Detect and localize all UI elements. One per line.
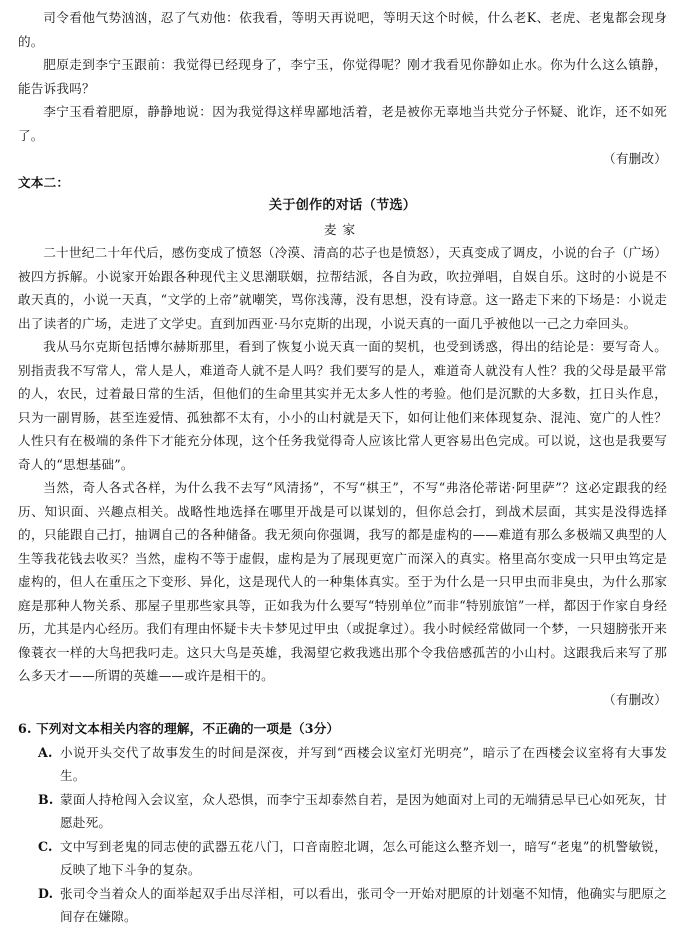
question-stem: 6. 下列对文本相关内容的理解，不正确的一项是（3分） [18,721,340,736]
story-paragraph: 李宁玉看着肥原，静静地说：因为我觉得这样卑鄙地活着，老是被你无辜地当共党分子怀疑、讹诈，还不如死了。 [18,104,667,143]
article-title: 关于创作的对话（节选） [268,198,417,213]
option-key: B. [38,791,54,807]
option-a [18,741,667,788]
option-text: 文中写到老鬼的同志使的武器五花八门，口音南腔北调，怎么可能这么整齐划一，暗写“老鬼”的机警敏锐，反映了地下斗争的复杂。 [60,838,667,877]
option-c [18,835,667,882]
article-paragraph: 二十世纪二十年代后，感伤变成了愤怒（冷漠、清高的芯子也是愤怒），天真变成了调皮，小说的台子（广场）被四方拆解。小说家开始跟各种现代主义思潮联姻，拉帮结派，各自为政，吹拉弹唱，自娱自乐。这时的小说是不敢天真的，小说一天真，“文学的上帝”就嘲笑，骂你浅薄，没有思想，没有诗意。这一路走下来的下场是：小说走出了读者的广场，走进了文学史。直到加西亚·马尔克斯的出现，小说天真的一面几乎被他以一己之力牵回头。 [18,245,667,331]
option-text: 蒙面人持枪闯入会议室，众人恐惧，而李宁玉却泰然自若，是因为她面对上司的无端猜忌早已心如死灰，甘愿赴死。 [60,791,667,830]
article-author: 麦家 [323,221,362,237]
option-key: D. [38,885,54,901]
option-key: A. [38,744,53,760]
article-paragraph: 当然，奇人各式各样，为什么我不去写“风清扬”，不写“棋王”，不写“弗洛伦蒂诺·阿里萨”？这必定跟我的经历、知识面、兴趣点相关。战略性地选择在哪里开战是可以谋划的，但你总会打，到战术层面，其实是没得选择的，只能跟自己打，抽调自己的各种储备。我无须向你强调，我写的都是虚构的——难道有那么多极端又典型的人生等我花钱去收买？当然，虚构不等于虚假，虚构是为了展现更宽广而深入的真实。格里高尔变成一只甲虫笃定是虚构的，但人在重压之下变形、异化，这是现代人的一种集体真实。至于为什么是一只甲虫而非臭虫，为什么那家庭是那种人物关系、那屋子里那些家具等，正如我为什么要写“特别单位”而非“特别旅馆”一样，都因于作家自身经历，尤其是内心经历。我们有理由怀疑卡夫卡梦见过甲虫（或捉拿过）。我小时候经常做同一个梦，一只翅膀张开来像蓑衣一样的大鸟把我叼走。这只大鸟是英雄，我渴望它救我逃出那个令我倍感孤苦的小山村。这跟我后来写了那么多天才——所谓的英雄——或许是相干的。 [18,480,667,683]
article-paragraph: 我从马尔克斯包括博尔赫斯那里，看到了恢复小说天真一面的契机，也受到诱惑，得出的结论是：要写奇人。别指责我不写常人，常人是人，难道奇人就不是人吗？我们要写的是人，难道奇人就没有人性？我的父母是最平常的人，农民，过着最日常的生活，但他们的生命里其实并无太多人性的考验。他们是沉默的大多数，扛日头作息，只为一副胃肠，甚至连爱情、孤独都不太有，小小的山村就是天下，如何让他们来体现复杂、混沌、宽广的人性？人性只有在极端的条件下才能充分体现，这个任务我觉得奇人应该比常人更容易出色完成。可以说，这也是我要写奇人的“思想基础”。 [18,339,667,472]
option-text: 小说开头交代了故事发生的时间是深夜，并写到“西楼会议室灯光明亮”，暗示了在西楼会议室将有大事发生。 [60,744,667,783]
source-note: （有删改） [603,691,667,707]
text2-label: 文本二： [18,174,70,190]
option-key: C. [38,838,53,854]
story-paragraph: 肥原走到李宁玉跟前：我觉得已经现身了，李宁玉，你觉得呢？刚才我看见你静如止水。你为什么这么镇静，能告诉我吗？ [18,57,667,96]
option-text: 张司令当着众人的面举起双手出尽洋相，可以看出，张司令一开始对肥原的计划毫不知情，他确实与肥原之间存在嫌隙。 [60,885,667,924]
option-d [18,882,667,929]
source-note: （有删改） [603,151,667,166]
option-b [18,788,667,835]
story-paragraph: 司令看他气势汹汹，忍了气劝他：依我看，等明天再说吧，等明天这个时候，什么老K、老虎、老鬼都会现身的。 [18,10,667,49]
